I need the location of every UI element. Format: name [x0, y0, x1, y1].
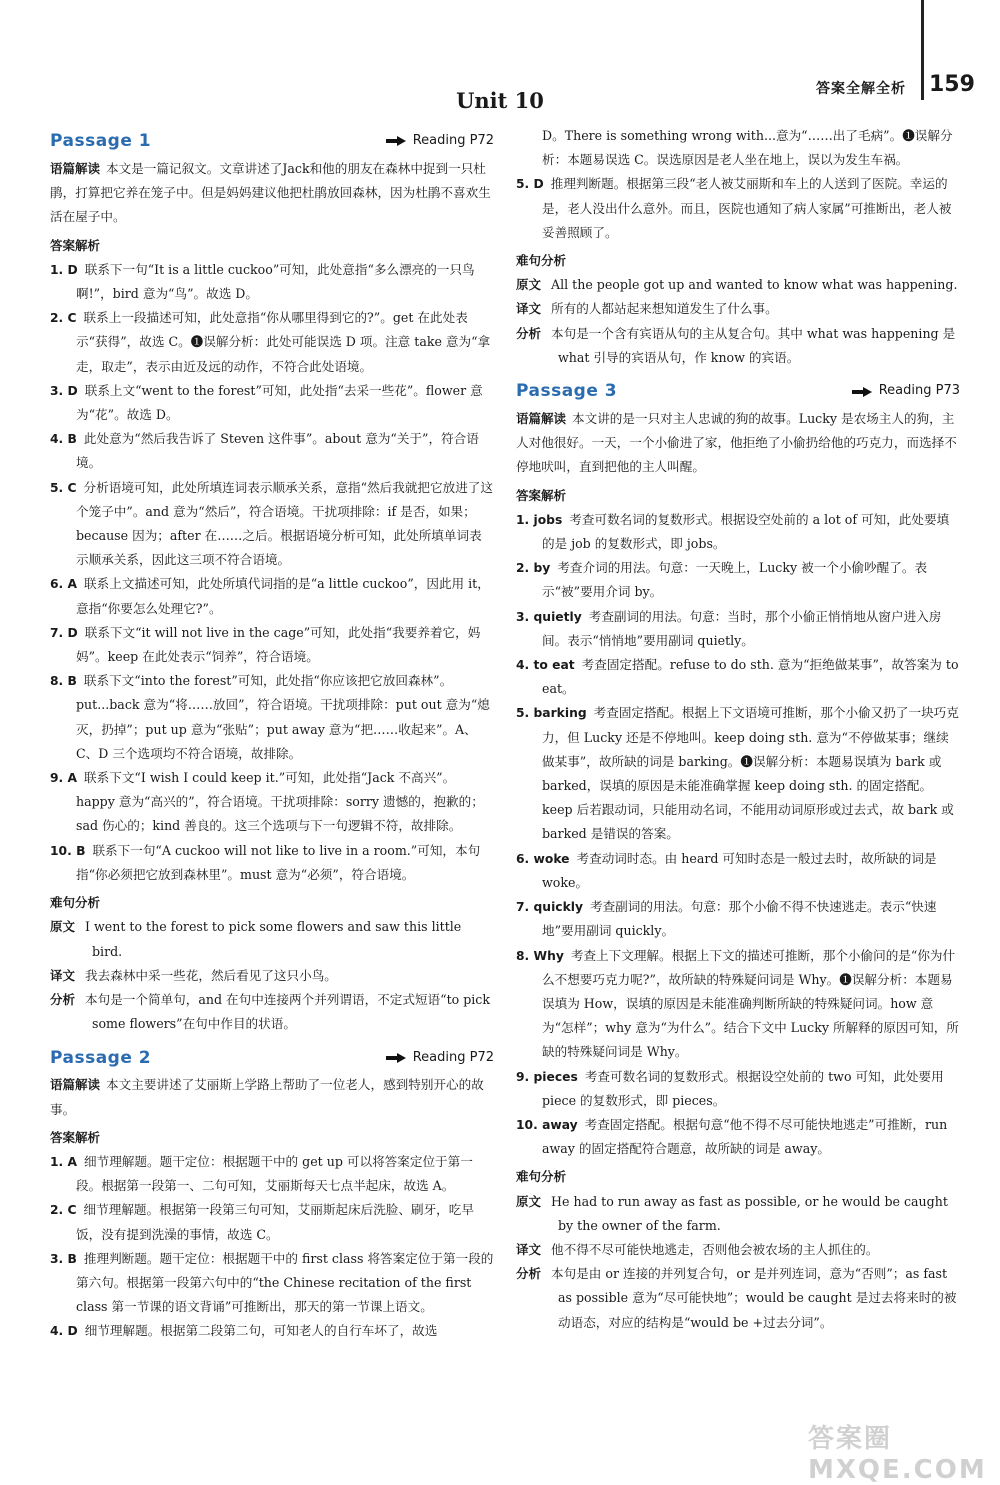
reading-ref-text: Reading P73 [878, 383, 960, 399]
pointing-hand-icon [385, 1052, 407, 1064]
translation [516, 1238, 960, 1262]
line-label: 译文 [516, 1241, 542, 1257]
answer-item [516, 508, 960, 556]
answer-list [50, 258, 494, 887]
answer-item [516, 172, 960, 245]
reading-ref-text: Reading P72 [412, 1049, 494, 1065]
answer-key: 9. pieces [516, 1069, 578, 1084]
answer-key: 1. A [50, 1154, 78, 1169]
answer-key: 6. A [50, 577, 78, 592]
answer-key: 2. C [50, 1203, 77, 1218]
answers-label: 答案解析 [516, 487, 567, 503]
answer-text: 推理判断题。根据第三段“老人被艾丽斯和车上的人送到了医院。幸运的是，老人没出什么意外。而且，医院也通知了病人家属”可推断出，老人被妥善照顾了。 [542, 176, 952, 240]
answer-text: 推理判断题。题干定位：根据题干中的 first class 将答案定位于第一段的第六句。根据第一段第六句中的“the Chinese recitation of the first class 第一节课的语文背诵”可推断出，那天的第一节课上语文。 [76, 1250, 494, 1315]
answer-text: 考查副词的用法。句意：那个小偷不得不快速逃走。表示“快速地”要用副词 quickly。 [542, 899, 937, 939]
answer-text: 细节理解题。题干定位：根据题干中的 get up 可以将答案定位于第一段。根据第一段第一、二句可知，艾丽斯每天七点半起床，故选 A。 [76, 1153, 473, 1194]
answer-key: 5. barking [516, 706, 587, 721]
answer-key: 1. D [50, 262, 78, 277]
answer-list [50, 1150, 494, 1344]
reading-reference [385, 1046, 494, 1070]
answer-key: 4. B [50, 432, 77, 447]
answer-text: 考查上下文理解。根据上下文的描述可推断，那个小偷问的是“你为什么不想要巧克力呢?”，故所缺的特殊疑问词是 Why。❶误解分析：本题易误填为 How，误填的原因是未能准确判断所缺的特殊疑问词。how 意为“怎样”；why 意为“为什么”。结合下文中 Lucky 所解释的原因可知，所缺的特殊疑问词是 Why。 [542, 947, 959, 1060]
reading-ref-text: Reading P72 [412, 133, 494, 149]
answer-text: 考查介词的用法。句意：一天晚上，Lucky 被一个小偷吵醒了。表示“被”要用介词 by。 [542, 560, 928, 600]
answer-item [516, 653, 960, 701]
answer-text: 考查固定搭配。refuse to do sth. 意为“拒绝做某事”，故答案为 to eat。 [542, 657, 959, 697]
answer-text: 考查固定搭配。根据上下文语境可推断，那个小偷又扔了一块巧克力，但 Lucky 还是不停地叫。keep doing sth. 意为“不停做某事；继续做某事”，故所缺的词是 barking。❶误解分析：本题易误填为 bark 或 barked，误填的原因是未能准确掌握 keep doing sth. 的固定搭配。keep 后若跟动词，只能用动名词，不能用动词原形或过去式，故 bark 或 barked 是错误的答案。 [542, 705, 959, 842]
answer-text: 联系上文描述可知，此处所填代词指的是“a little cuckoo”，因此用 it，意指“你要怎么处理它?”。 [76, 576, 490, 616]
site-watermark: 答案圈 MXQE.COM [808, 1424, 987, 1485]
hard-sentence-label: 难句分析 [516, 253, 567, 269]
answer-text: 联系上文“went to the forest”可知，此处指“去采一些花”。flower 意为“花”。故选 D。 [76, 382, 483, 423]
intro-text: 本文主要讲述了艾丽斯上学路上帮助了一位老人，感到特别开心的故事。 [50, 1077, 484, 1117]
left-column [50, 124, 494, 1344]
answer-list [516, 508, 960, 1161]
reading-reference [851, 379, 960, 403]
reading-reference [385, 129, 494, 153]
answer-text: 联系下文“it will not live in the cage”可知，此处指“我要养着它，妈妈”。keep 在此处表示“饲养”，符合语境。 [76, 624, 481, 665]
answer-item [50, 258, 494, 306]
line-label: 原文 [50, 919, 76, 935]
analysis [50, 988, 494, 1036]
answer-key: 1. jobs [516, 512, 563, 527]
answer-item [516, 1065, 960, 1113]
answer-key: 9. A [50, 771, 78, 786]
line-text: I went to the forest to pick some flowers and saw this little bird. [85, 919, 462, 959]
passage-2-header [50, 1044, 494, 1071]
original-sentence [516, 273, 960, 297]
line-text: 所有的人都站起来想知道发生了什么事。 [551, 301, 778, 317]
line-label: 分析 [516, 325, 542, 341]
answer-item [50, 839, 494, 887]
answer-text: 考查动词时态。由 heard 可知时态是一般过去时，故所缺的词是 woke。 [542, 850, 937, 890]
answer-text: 考查可数名词的复数形式。根据设空处前的 two 可知，此处要用 piece 的复数形式，即 pieces。 [542, 1068, 944, 1108]
line-text: All the people got up and wanted to know what was happening. [551, 277, 958, 293]
passage-intro [50, 157, 494, 230]
original-sentence [516, 1190, 960, 1238]
hard-sentence-label: 难句分析 [50, 895, 101, 911]
answer-item [50, 669, 494, 766]
answer-item [50, 476, 494, 573]
answer-key: 3. B [50, 1251, 77, 1266]
analysis [516, 322, 960, 370]
passage-intro [50, 1073, 494, 1121]
answer-item [516, 944, 960, 1065]
line-label: 分析 [50, 991, 76, 1007]
answer-item [50, 427, 494, 475]
intro-label: 语篇解读 [50, 161, 101, 176]
answer-key: 10. away [516, 1117, 578, 1132]
answer-item [516, 605, 960, 653]
answer-key: 3. quietly [516, 609, 582, 624]
answer-key: 5. D [516, 177, 544, 192]
answer-key: 3. D [50, 383, 78, 398]
answer-item [516, 895, 960, 943]
answers-label: 答案解析 [50, 1129, 101, 1145]
answer-text: 考查副词的用法。句意：当时，那个小偷正悄悄地从窗户进入房间。表示“悄悄地”要用副词 quietly。 [542, 608, 942, 648]
answer-key: 2. C [50, 311, 77, 326]
answer-item [516, 1113, 960, 1161]
answer-continuation [516, 124, 960, 172]
line-text: He had to run away as fast as possible, or he would be caught by the owner of the farm. [551, 1193, 948, 1233]
answer-text: 联系下文“I wish I could keep it.”可知，此处指“Jack 不高兴”。happy 意为“高兴的”，符合语境。干扰项排除：sorry 遗憾的，抱歉的；sad 伤心的；kind 善良的。这三个选项与下一句逻辑不符，故排除。 [76, 770, 484, 834]
answer-text: 细节理解题。根据第一段第三句可知，艾丽斯起床后洗脸、刷牙，吃早饭，没有提到洗澡的事情，故选 C。 [76, 1202, 474, 1242]
line-text: 他不得不尽可能快地逃走，否则他会被农场的主人抓住的。 [551, 1241, 879, 1257]
answer-key: 4. to eat [516, 658, 575, 673]
answer-key: 5. C [50, 480, 77, 495]
header-rule [921, 0, 924, 100]
answer-key: 4. D [50, 1324, 78, 1339]
answer-text: 细节理解题。根据第二段第二句，可知老人的自行车坏了，故选 [84, 1323, 438, 1339]
line-label: 原文 [516, 1193, 542, 1209]
intro-text: 本文讲的是一只对主人忠诚的狗的故事。Lucky 是农场主人的狗，主人对他很好。一天，一个小偷进了家，他拒绝了小偷扔给他的巧克力，而选择不停地吠叫，直到把他的主人叫醒。 [516, 411, 957, 475]
line-text: 本句是一个含有宾语从句的主从复合句。其中 what was happening 是 what 引导的宾语从句，作 know 的宾语。 [551, 325, 956, 365]
page-number: 159 [929, 72, 975, 97]
intro-label: 语篇解读 [516, 411, 567, 427]
passage-title: Passage 3 [516, 381, 618, 402]
right-column [516, 124, 960, 1335]
hard-sentence-label: 难句分析 [516, 1169, 567, 1185]
answer-item [50, 1247, 494, 1320]
answer-key: 2. by [516, 561, 551, 576]
answer-text: 联系下一句“A cuckoo will not like to live in a room.”可知，本句指“你必须把它放到森林里”。must 意为“必须”，符合语境。 [76, 842, 481, 882]
answer-item [50, 306, 494, 379]
passage-title: Passage 2 [50, 1047, 152, 1068]
pointing-hand-icon [851, 386, 873, 398]
answer-key: 7. D [50, 625, 78, 640]
answer-key: 10. B [50, 843, 86, 858]
answer-text: 联系上一段描述可知，此处意指“你从哪里得到它的?”。get 在此处表示“获得”，故选 C。❶误解分析：此处可能误选 D 项。注意 take 意为“拿走，取走”，表示由近及远的动作，不符合此处语境。 [76, 310, 491, 374]
answer-text: 考查固定搭配。根据句意“他不得不尽可能快地逃走”可推断，run away 的固定搭配符合题意，故所缺的词是 away。 [542, 1116, 948, 1157]
answer-item [50, 1198, 494, 1246]
answer-key: 8. B [50, 674, 77, 689]
answer-item [50, 1319, 494, 1343]
answer-text: 联系下文“into the forest”可知，此处指“你应该把它放回森林”。put...back 意为“将……放回”，符合语境。干扰项排除：put out 意为“熄灭，扔掉”；put up 意为“张贴”；put away 意为“把……收起来”。A、C、D 三个选项均不符合语境，故排除。 [76, 673, 490, 761]
line-label: 原文 [516, 277, 542, 293]
answer-text: D。There is something wrong with...意为“……出了毛病”。❶误解分析：本题易误选 C。误选原因是老人坐在地上，误以为发生车祸。 [542, 128, 953, 168]
line-label: 译文 [516, 301, 542, 317]
answer-item [50, 1150, 494, 1198]
line-label: 译文 [50, 967, 76, 983]
translation [50, 964, 494, 988]
answer-text: 分析语境可知，此处所填连词表示顺承关系，意指“然后我就把它放进了这个笼子中”。and 意为“然后”，符合语境。干扰项排除：if 是否，如果；because 因为；after 在……之后。根据语境分析可知，此处所填单词表示顺承关系，因此这三项不符合语境。 [76, 479, 493, 568]
answer-item [516, 556, 960, 604]
intro-text: 本文是一篇记叙文。文章讲述了Jack和他的朋友在森林中捉到一只杜鹃，打算把它养在笼子中。但是妈妈建议他把杜鹃放回森林，因为杜鹃不喜欢生活在屋子中。 [50, 161, 491, 225]
original-sentence [50, 915, 494, 963]
answer-item [516, 701, 960, 846]
answer-text: 此处意为“然后我告诉了 Steven 这件事”。about 意为“关于”，符合语境。 [76, 431, 479, 471]
passage-title: Passage 1 [50, 131, 152, 152]
passage-intro [516, 407, 960, 480]
line-text: 本句是由 or 连接的并列复合句，or 是并列连词，意为“否则”；as fast as possible 意为“尽可能快地”；would be caught 是过去将来时的被动语态，对应的结构是“would be +过去分词”。 [551, 1266, 957, 1330]
answer-text: 联系下一句“It is a little cuckoo”可知，此处意指“多么漂亮的一只鸟啊!”，bird 意为“鸟”。故选 D。 [76, 261, 475, 302]
answer-text: 考查可数名词的复数形式。根据设空处前的 a lot of 可知，此处要填的是 job 的复数形式，即 jobs。 [542, 511, 950, 552]
unit-title: Unit 10 [456, 88, 544, 113]
header-label: 答案全解全析 [816, 81, 906, 97]
line-label: 分析 [516, 1266, 542, 1282]
translation [516, 297, 960, 321]
answer-item [50, 621, 494, 669]
pointing-hand-icon [385, 135, 407, 147]
answer-item [516, 847, 960, 895]
passage-1-header [50, 128, 494, 155]
answers-label: 答案解析 [50, 237, 101, 253]
intro-label: 语篇解读 [50, 1077, 101, 1093]
answer-item [50, 379, 494, 427]
line-text: 我去森林中采一些花，然后看见了这只小鸟。 [85, 967, 337, 983]
answer-item [50, 572, 494, 620]
line-text: 本句是一个简单句，and 在句中连接两个并列谓语，不定式短语“to pick some flowers”在句中作目的状语。 [85, 991, 490, 1032]
passage-3-header [516, 378, 960, 405]
answer-key: 7. quickly [516, 900, 583, 915]
answer-key: 8. Why [516, 948, 564, 963]
answer-item [50, 766, 494, 839]
answer-key: 6. woke [516, 851, 570, 866]
analysis [516, 1262, 960, 1335]
